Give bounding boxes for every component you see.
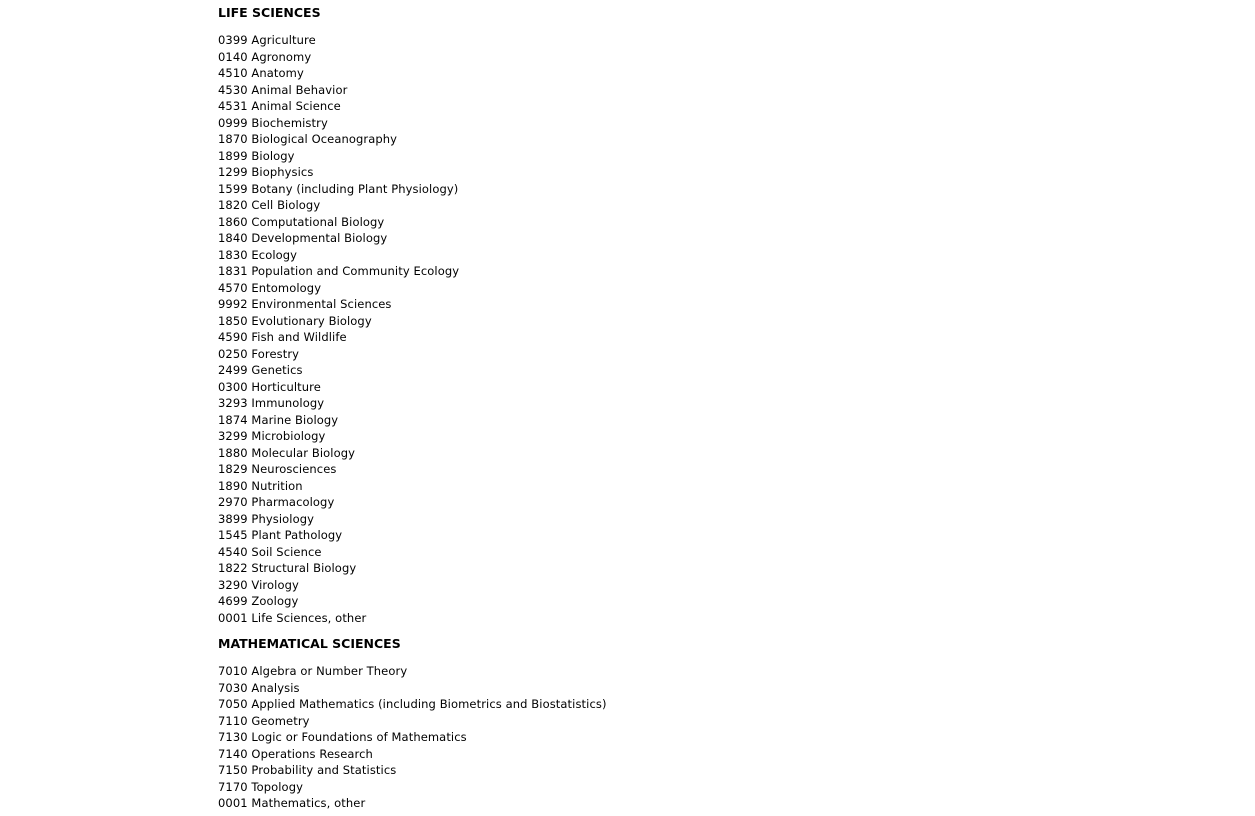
list-item: 1822 Structural Biology <box>218 561 357 575</box>
list-item: 1860 Computational Biology <box>218 214 385 229</box>
list-item: 1599 Botany (including Plant Physiology) <box>218 181 459 196</box>
list-item: 0999 Biochemistry <box>218 115 328 130</box>
list-item: 7050 Applied Mathematics (including Biometrics and Biostatistics) <box>218 697 607 711</box>
list-item: 4530 Animal Behavior <box>218 82 348 97</box>
list-item: 1820 Cell Biology <box>218 198 321 212</box>
section-mathematical-sciences <box>218 635 607 812</box>
section-life-sciences <box>218 4 607 626</box>
list-item: 1831 Population and Community Ecology <box>218 264 460 278</box>
list-item: 7110 Geometry <box>218 713 310 728</box>
list-item: 7150 Probability and Statistics <box>218 763 397 777</box>
list-item: 0140 Agronomy <box>218 49 312 64</box>
field-list <box>218 32 607 626</box>
list-item: 1829 Neurosciences <box>218 462 337 476</box>
list-item: 2970 Pharmacology <box>218 495 335 509</box>
section-heading: MATHEMATICAL SCIENCES <box>218 636 401 651</box>
list-item: 4570 Entomology <box>218 280 322 295</box>
list-item: 4510 Anatomy <box>218 66 304 80</box>
list-item: 3899 Physiology <box>218 511 315 526</box>
list-item: 4699 Zoology <box>218 594 299 608</box>
list-item: 0399 Agriculture <box>218 33 316 47</box>
list-item: 3299 Microbiology <box>218 429 326 443</box>
list-item: 1299 Biophysics <box>218 165 314 179</box>
list-item: 7030 Analysis <box>218 680 300 695</box>
list-item: 3293 Immunology <box>218 396 325 410</box>
list-item: 0001 Life Sciences, other <box>218 610 367 625</box>
list-item: 1830 Ecology <box>218 247 298 262</box>
list-item: 2499 Genetics <box>218 363 303 377</box>
field-list <box>218 663 607 812</box>
list-item: 7010 Algebra or Number Theory <box>218 664 408 678</box>
list-item: 1874 Marine Biology <box>218 412 339 427</box>
list-item: 1840 Developmental Biology <box>218 231 388 245</box>
section-heading: LIFE SCIENCES <box>218 5 321 20</box>
field-code-listing <box>218 4 607 812</box>
list-item: 1890 Nutrition <box>218 478 303 493</box>
list-item: 0001 Mathematics, other <box>218 796 366 810</box>
list-item: 1880 Molecular Biology <box>218 445 356 460</box>
list-item: 7130 Logic or Foundations of Mathematics <box>218 730 467 744</box>
list-item: 3290 Virology <box>218 577 299 592</box>
list-item: 1850 Evolutionary Biology <box>218 313 372 328</box>
list-item: 4590 Fish and Wildlife <box>218 330 347 344</box>
list-item: 1899 Biology <box>218 148 295 163</box>
list-item: 4531 Animal Science <box>218 99 341 113</box>
list-item: 9992 Environmental Sciences <box>218 297 392 311</box>
list-item: 0300 Horticulture <box>218 379 321 394</box>
list-item: 1545 Plant Pathology <box>218 528 343 542</box>
list-item: 7140 Operations Research <box>218 746 373 761</box>
list-item: 4540 Soil Science <box>218 544 322 559</box>
list-item: 7170 Topology <box>218 779 304 794</box>
list-item: 1870 Biological Oceanography <box>218 132 398 146</box>
list-item: 0250 Forestry <box>218 346 300 361</box>
